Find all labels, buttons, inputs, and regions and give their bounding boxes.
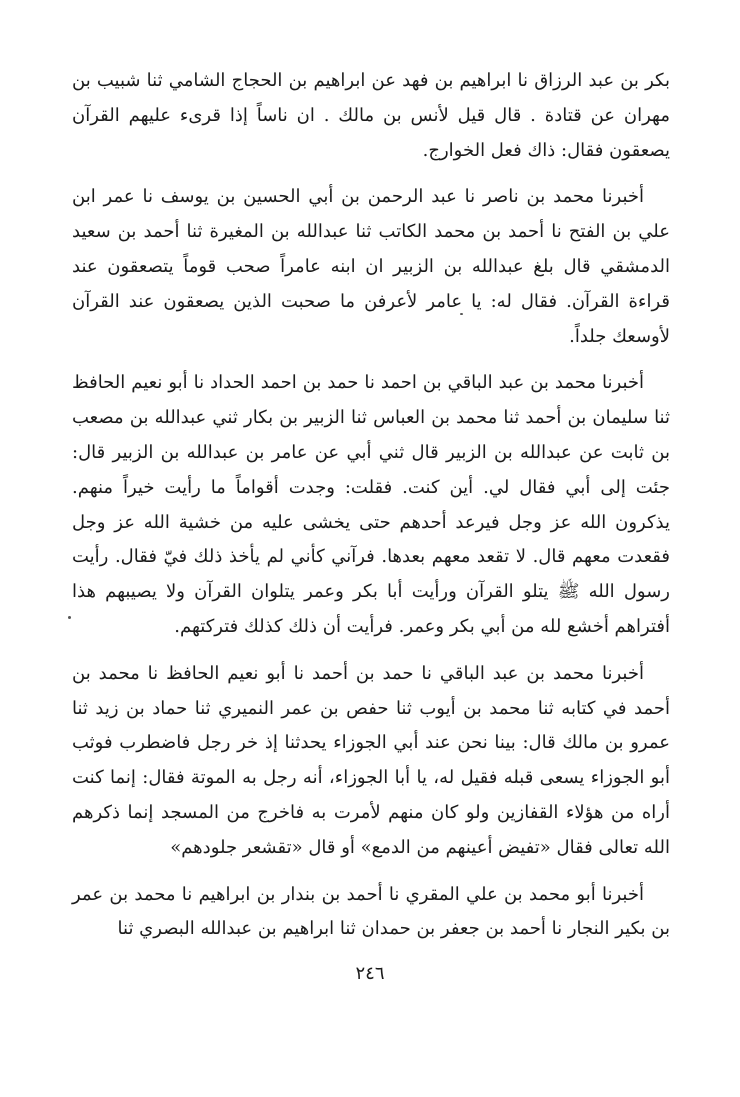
paragraph-3: أخبرنا محمد بن عبد الباقي بن احمد نا حمد بن احمد الحداد نا أبو نعيم الحافظ ثنا سليمان بن أحمد ثنا محمد بن العباس ثنا الزبير بن بكار ثني عبدالله بن مصعب بن ثابت عن عبدالله بن الزبير قال ثني أبي عن عامر بن عبدالله بن الزبير قال: جئت إلى أبي فقال لي. أين كنت. فقلت: وجدت أقواماً ما رأيت خيراً منهم. يذكرون الله عز وجل فيرعد أحدهم حتى يخشى عليه من خشية الله عز وجل فقعدت معهم قال. لا تقعد معهم بعدها. فرآني كأني لم يأخذ ذلك فيّ فقال. رأيت رسول الله ﷺ يتلو القرآن ورأيت أبا بكر وعمر يتلوان القرآن ولا يصيبهم هذا أفتراهم أخشع لله من أبي بكر وعمر. فرأيت أن ذلك كذلك فتركتهم. bbox=[72, 372, 670, 637]
paragraph-4: أخبرنا محمد بن عبد الباقي نا حمد بن أحمد نا أبو نعيم الحافظ نا محمد بن أحمد في كتابه ثنا محمد بن أيوب ثنا حفص بن عمر النميري ثنا حماد بن زيد ثنا عمرو بن مالك قال: بينا نحن عند أبي الجوزاء يحدثنا إذ خر رجل فاضطرب فوثب أبو الجوزاء يسعى قبله فقيل له، يا أبا الجوزاء، أنه رجل به الموتة فقال: إنما كنت أراه من هؤلاء القفازين ولو كان منهم لأمرت به فاخرج من المسجد إنما ذكرهم الله تعالى فقال «تفيض أعينهم من الدمع» أو قال «تقشعر جلودهم» bbox=[72, 662, 670, 858]
paragraph-2: أخبرنا محمد بن ناصر نا عبد الرحمن بن أبي الحسين بن يوسف نا عمر ابن علي بن الفتح نا أحمد بن محمد الكاتب ثنا عبدالله بن المغيرة ثنا أحمد بن سعيد الدمشقي قال بلغ عبدالله بن الزبير ان ابنه عامراً صحب قوماً يتصعقون عند قراءة القرآن. فقال له: يا عامر لأعرفن ما صحبت الذين يصعقون عند القرآن لأوسعك جلداً. bbox=[72, 186, 670, 347]
ink-speck bbox=[68, 616, 71, 619]
paragraph-1: بكر بن عبد الرزاق نا ابراهيم بن فهد عن ابراهيم بن الحجاج الشامي ثنا شبيب بن مهران عن قتادة . قال قيل لأنس بن مالك . ان ناساً إذا قرىء عليهم القرآن يصعقون فقال: ذاك فعل الخوارج. bbox=[72, 70, 670, 161]
ink-speck bbox=[460, 313, 463, 315]
paragraph-5: أخبرنا أبو محمد بن علي المقري نا أحمد بن بندار بن ابراهيم نا محمد بن عمر بن بكير النجار نا أحمد بن جعفر بن حمدان ثنا ابراهيم بن عبدالله البصري ثنا bbox=[72, 883, 670, 940]
page-number: ٢٤٦ bbox=[355, 963, 385, 984]
page-body bbox=[72, 64, 670, 959]
